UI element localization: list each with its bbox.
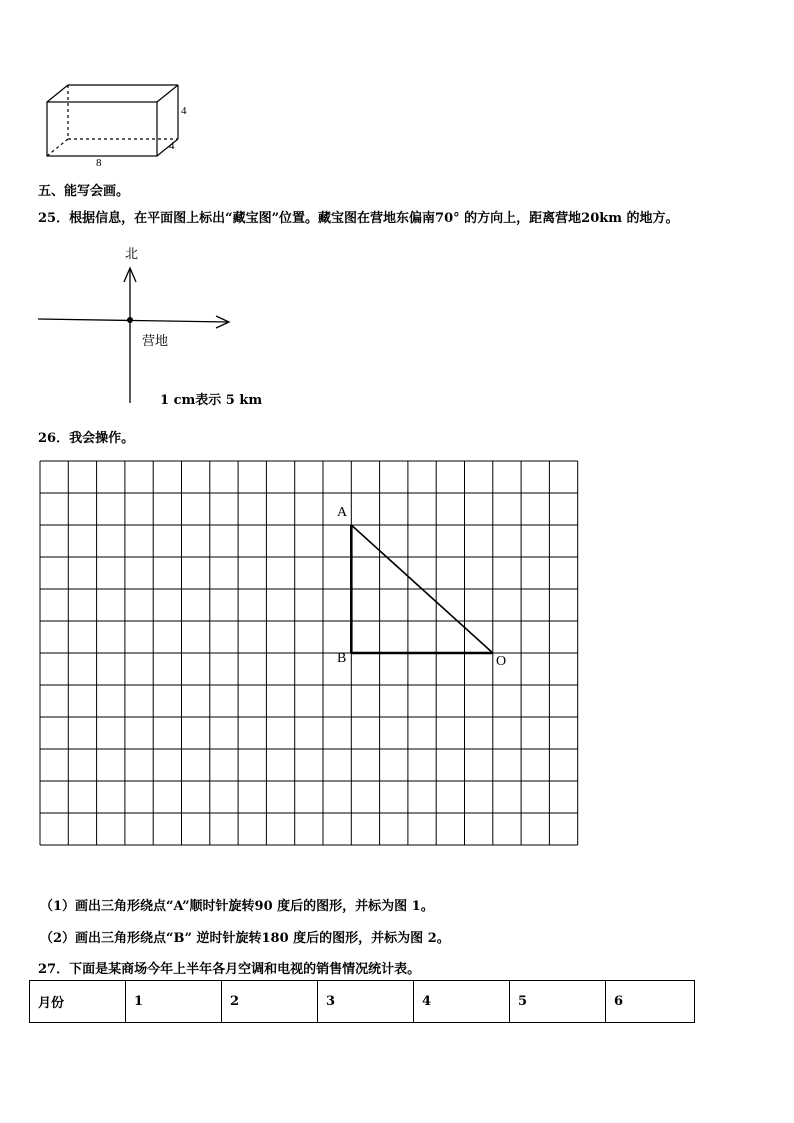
table-cell: 4: [414, 981, 510, 1023]
scale-label: 1 cm表示 5 km: [160, 393, 263, 408]
cuboid-height-label: 4: [181, 105, 187, 117]
cuboid-length-label: 8: [96, 157, 102, 169]
cuboid-depth-label: 4: [169, 140, 175, 152]
section-heading: 五、能写会画。: [38, 184, 130, 199]
point-b-label: B: [337, 651, 347, 666]
table-cell: 1: [126, 981, 222, 1023]
table-cell: 5: [510, 981, 606, 1023]
camp-label: 营地: [142, 334, 169, 349]
question-26-text: 26．我会操作。: [38, 431, 135, 446]
task-2-text: （2）画出三角形绕点“B” 逆时针旋转180 度后的图形，并标为图 2。: [40, 931, 450, 946]
point-a-label: A: [337, 505, 348, 520]
compass-diagram: [36, 260, 236, 405]
sales-table: [29, 980, 695, 1023]
question-27-text: 27．下面是某商场今年上半年各月空调和电视的销售情况统计表。: [38, 962, 421, 977]
table-cell: 3: [318, 981, 414, 1023]
camp-point: [127, 317, 133, 323]
table-cell-month: 月份: [30, 981, 126, 1023]
table-row: [30, 981, 695, 1023]
table-cell: 6: [606, 981, 695, 1023]
table-cell: 2: [222, 981, 318, 1023]
point-o-label: O: [496, 654, 507, 669]
horizontal-axis: [38, 319, 228, 322]
question-25-text: 25．根据信息，在平面图上标出“藏宝图”位置。藏宝图在营地东偏南70° 的方向上，距离营地20km 的地方。: [38, 211, 679, 226]
cuboid-figure: [40, 80, 200, 175]
task-1-text: （1）画出三角形绕点“A”顺时针旋转90 度后的图形，并标为图 1。: [40, 899, 434, 914]
north-label: 北: [125, 247, 139, 262]
